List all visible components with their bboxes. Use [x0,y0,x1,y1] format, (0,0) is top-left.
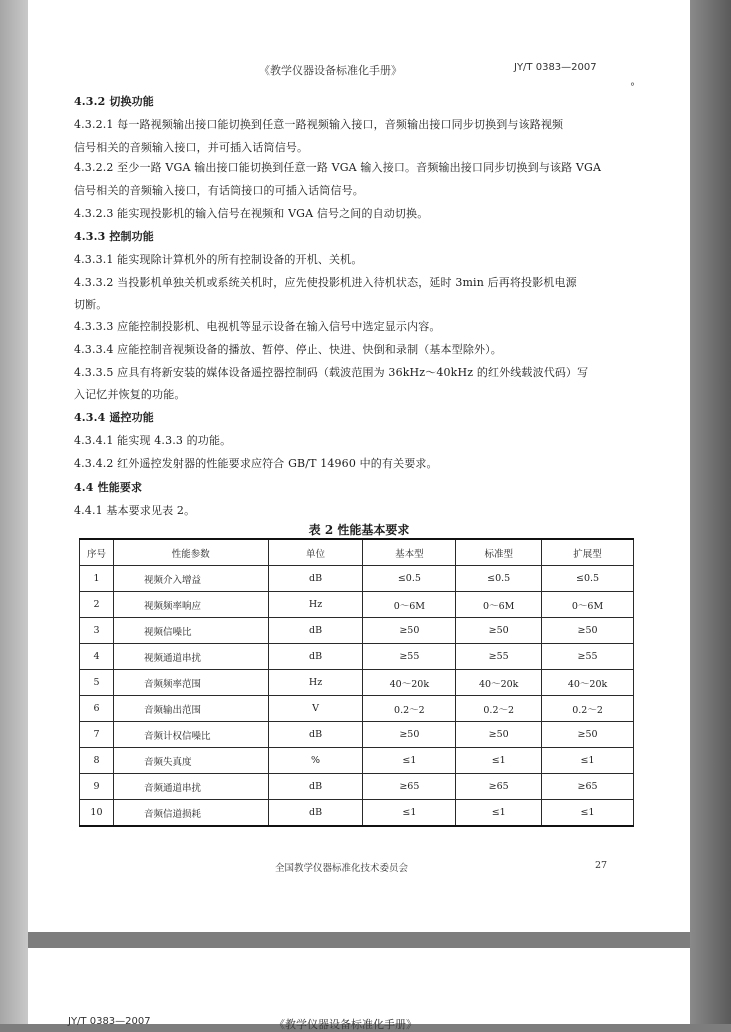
table-row [80,670,634,696]
cell-index: 7 [80,722,114,748]
body-text-line: 4.3.2.1 每一路视频输出接口能切换到任意一路视频输入接口，音频输出接口同步切换到与该路视频 [74,118,564,131]
table-row [80,722,634,748]
cell-standard: ≥50 [456,722,542,748]
cell-extended: ≥55 [542,644,634,670]
cell-extended: 0～6M [542,592,634,618]
cell-standard: ≤0.5 [456,566,542,592]
footer-organization: 全国教学仪器标准化技术委员会 [275,863,409,874]
table-row [80,644,634,670]
page2-header-code: JY/T 0383—2007 [68,1016,151,1027]
cell-basic: 40～20k [363,670,456,696]
body-text-line: 4.3.4.2 红外遥控发射器的性能要求应符合 GB/T 14960 中的有关要求。 [74,457,438,470]
cell-unit: dB [268,644,363,670]
cell-extended: ≥50 [542,618,634,644]
table-row [80,748,634,774]
cell-basic: ≤1 [363,800,456,827]
cell-standard: 0～6M [456,592,542,618]
viewer-background-left [0,0,28,1024]
cell-parameter: 视频介入增益 [113,566,268,592]
table-row [80,618,634,644]
cell-extended: ≥50 [542,722,634,748]
cell-parameter: 视频通道串扰 [113,644,268,670]
cell-unit: V [268,696,363,722]
body-text-line: 4.4.1 基本要求见表 2。 [74,504,196,517]
body-text-line: 4.3.3.4 应能控制音视频设备的播放、暂停、停止、快进、快倒和录制（基本型除外）。 [74,343,502,356]
cell-standard: ≥55 [456,644,542,670]
table-row [80,800,634,827]
cell-standard: 40～20k [456,670,542,696]
cell-index: 2 [80,592,114,618]
cell-extended: ≥65 [542,774,634,800]
cell-unit: dB [268,800,363,827]
cell-index: 8 [80,748,114,774]
body-text-line: 4.3.3.3 应能控制投影机、电视机等显示设备在输入信号中选定显示内容。 [74,320,441,333]
cell-basic: 0～6M [363,592,456,618]
page-number: 27 [595,860,608,871]
table-header-row [80,539,634,566]
cell-parameter: 音频失真度 [113,748,268,774]
col-header-basic: 基本型 [363,539,456,566]
col-header-unit: 单位 [268,539,363,566]
document-page-2 [28,948,690,1031]
cell-parameter: 音频通道串扰 [113,774,268,800]
cell-parameter: 音频频率范围 [113,670,268,696]
cell-parameter: 音频信道损耗 [113,800,268,827]
cell-extended: 40～20k [542,670,634,696]
col-header-extended: 扩展型 [542,539,634,566]
cell-unit: dB [268,618,363,644]
cell-extended: ≤1 [542,748,634,774]
table-title: 表 2 性能基本要求 [308,523,410,537]
cell-extended: 0.2～2 [542,696,634,722]
cell-basic: ≤1 [363,748,456,774]
table-row [80,592,634,618]
section-heading: 4.3.3 控制功能 [74,230,154,243]
body-text-line: 4.3.3.2 当投影机单独关机或系统关机时，应先使投影机进入待机状态，延时 3min 后再将投影机电源 [74,276,577,289]
cell-index: 6 [80,696,114,722]
cell-unit: Hz [268,670,363,696]
document-page-1 [28,0,690,932]
cell-parameter: 音频计权信噪比 [113,722,268,748]
cell-index: 10 [80,800,114,827]
body-text-line: 入记忆并恢复的功能。 [74,388,186,401]
col-header-parameter: 性能参数 [113,539,268,566]
cell-parameter: 视频信噪比 [113,618,268,644]
cell-standard: ≥65 [456,774,542,800]
cell-unit: dB [268,774,363,800]
running-header-code: JY/T 0383—2007 [514,62,597,73]
body-text-line: 4.3.4.1 能实现 4.3.3 的功能。 [74,434,232,447]
body-text-line: 4.3.2.2 至少一路 VGA 输出接口能切换到任意一路 VGA 输入接口。音频输出接口同步切换到与该路 VGA [74,161,602,174]
cell-basic: ≥50 [363,722,456,748]
cell-extended: ≤0.5 [542,566,634,592]
table-row [80,696,634,722]
body-text-line: 4.3.3.5 应具有将新安装的媒体设备遥控器控制码（载波范围为 36kHz～40kHz 的红外线载波代码）写 [74,366,589,379]
viewer-background-right [690,0,731,1024]
body-text-line: 4.3.3.1 能实现除计算机外的所有控制设备的开机、关机。 [74,253,363,266]
cell-basic: 0.2～2 [363,696,456,722]
body-text-line: 4.3.2.3 能实现投影机的输入信号在视频和 VGA 信号之间的自动切换。 [74,207,429,220]
cell-standard: ≤1 [456,800,542,827]
table-row [80,566,634,592]
body-text-line: 信号相关的音频输入接口，并可插入话筒信号。 [74,141,309,154]
cell-basic: ≤0.5 [363,566,456,592]
cell-index: 4 [80,644,114,670]
table-row [80,774,634,800]
section-heading: 4.3.4 遥控功能 [74,411,154,424]
cell-parameter: 视频频率响应 [113,592,268,618]
col-header-standard: 标准型 [456,539,542,566]
body-text-line: 切断。 [74,298,108,311]
running-header-title: 《教学仪器设备标准化手册》 [259,64,402,77]
cell-index: 9 [80,774,114,800]
section-heading: 4.4 性能要求 [74,481,143,494]
cell-standard: 0.2～2 [456,696,542,722]
performance-table [79,538,634,827]
cell-extended: ≤1 [542,800,634,827]
cell-standard: ≤1 [456,748,542,774]
col-header-index: 序号 [80,539,114,566]
cell-index: 5 [80,670,114,696]
cell-basic: ≥50 [363,618,456,644]
cell-parameter: 音频输出范围 [113,696,268,722]
body-text-line: 信号相关的音频输入接口，有话筒接口的可插入话筒信号。 [74,184,364,197]
section-heading: 4.3.2 切换功能 [74,95,154,108]
cell-unit: dB [268,722,363,748]
page2-header-title: 《教学仪器设备标准化手册》 [274,1018,417,1031]
cell-unit: Hz [268,592,363,618]
cell-index: 3 [80,618,114,644]
cell-basic: ≥55 [363,644,456,670]
cell-basic: ≥65 [363,774,456,800]
cell-unit: dB [268,566,363,592]
cell-unit: % [268,748,363,774]
margin-mark: ° [630,82,635,93]
cell-standard: ≥50 [456,618,542,644]
cell-index: 1 [80,566,114,592]
